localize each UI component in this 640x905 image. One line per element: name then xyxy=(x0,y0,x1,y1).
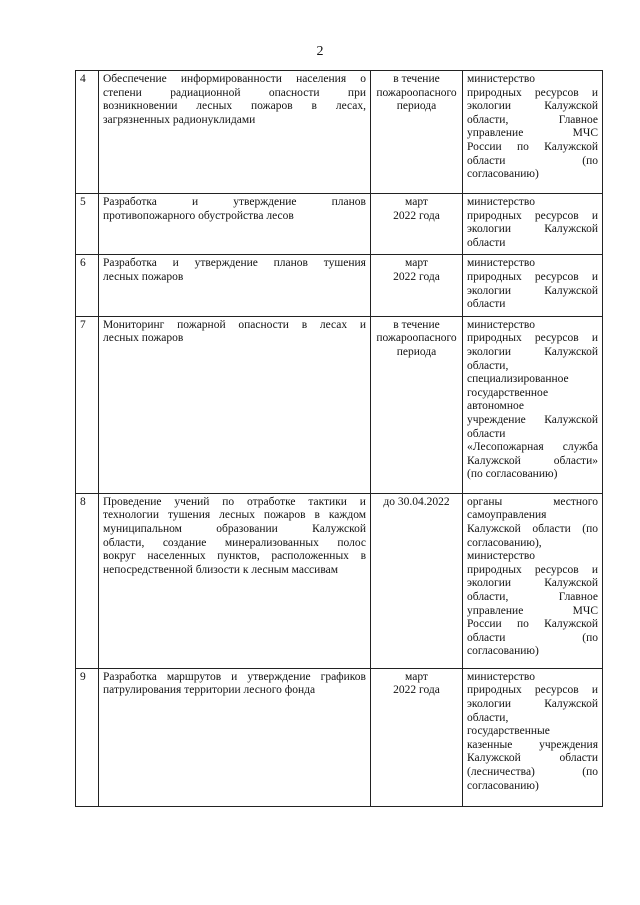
responsible-line: министерство xyxy=(467,670,535,683)
term-line: периода xyxy=(396,100,437,113)
page-number: 2 xyxy=(316,44,324,59)
responsible-line: экологии Калужской xyxy=(467,697,598,710)
action-line: степени радиационной опасности при xyxy=(103,86,366,99)
action-cell xyxy=(99,194,371,255)
responsible-line: «Лесопожарная служба xyxy=(467,441,598,454)
responsible-line: природных ресурсов и xyxy=(467,684,598,697)
responsible-cell xyxy=(463,316,603,493)
responsible-line: казенные учреждения xyxy=(467,738,598,751)
responsible-line: министерство xyxy=(467,550,535,563)
responsible-line: природных ресурсов и xyxy=(467,270,598,283)
responsible-cell xyxy=(463,71,603,194)
term-line: пожароопасного xyxy=(376,332,457,345)
term-line: март xyxy=(405,196,428,208)
action-line: муниципальном образовании Калужской xyxy=(103,522,366,535)
responsible-line: России по Калужской xyxy=(467,140,598,153)
term-line: в течение xyxy=(393,73,440,85)
action-line: противопожарного обустройства лесов xyxy=(103,209,294,222)
row-number: 9 xyxy=(76,668,99,806)
responsible-line: управление МЧС xyxy=(467,604,598,617)
term-line: март xyxy=(405,257,428,270)
action-line: лесных пожаров xyxy=(103,332,184,345)
responsible-line: области (по xyxy=(467,154,598,167)
responsible-line: экологии Калужской xyxy=(467,284,598,297)
responsible-line: Калужской области» xyxy=(467,454,598,467)
action-cell xyxy=(99,255,371,316)
term-line: 2022 года xyxy=(393,270,440,283)
responsible-line: согласованию) xyxy=(467,168,539,181)
responsible-cell xyxy=(463,493,603,668)
table-row xyxy=(76,668,603,806)
table-row xyxy=(76,255,603,316)
term-cell xyxy=(371,71,463,194)
measures-table xyxy=(75,70,603,807)
responsible-line: области, Главное xyxy=(467,590,598,603)
responsible-line: области xyxy=(467,298,506,311)
action-line: патрулирования территории лесного фонда xyxy=(103,684,316,697)
term-line: в течение xyxy=(393,318,440,331)
term-line: периода xyxy=(396,345,437,358)
action-line: технологии тушения лесных пожаров в каждом xyxy=(103,509,366,522)
responsible-line: согласованию), xyxy=(467,536,542,549)
responsible-line: природных ресурсов и xyxy=(467,563,598,576)
responsible-line: государственные xyxy=(467,725,550,738)
responsible-line: министерство xyxy=(467,257,535,270)
term-cell xyxy=(371,316,463,493)
table-row xyxy=(76,71,603,194)
action-cell xyxy=(99,668,371,806)
row-number: 8 xyxy=(76,493,99,668)
row-number: 5 xyxy=(76,194,99,255)
table-row xyxy=(76,316,603,493)
responsible-line: министерство xyxy=(467,196,535,208)
responsible-line: области xyxy=(467,427,506,440)
action-line: загрязненных радионуклидами xyxy=(103,113,256,126)
term-line: до 30.04.2022 xyxy=(383,495,450,508)
responsible-line: (по согласованию) xyxy=(467,468,558,481)
responsible-line: Калужской области (по xyxy=(467,522,598,535)
responsible-cell xyxy=(463,194,603,255)
responsible-line: самоуправления xyxy=(467,509,547,522)
term-line: 2022 года xyxy=(393,209,440,222)
term-cell xyxy=(371,668,463,806)
action-line: Мониторинг пожарной опасности в лесах и xyxy=(103,318,366,331)
responsible-line: экологии Калужской xyxy=(467,345,598,358)
action-line: непосредственной близости к лесным массивам xyxy=(103,563,338,576)
responsible-cell xyxy=(463,668,603,806)
responsible-line: России по Калужской xyxy=(467,618,598,631)
responsible-line: управление МЧС xyxy=(467,127,598,140)
action-cell xyxy=(99,71,371,194)
responsible-line: специализированное xyxy=(467,373,569,386)
action-line: Проведение учений по отработке тактики и xyxy=(103,495,366,508)
responsible-line: согласованию) xyxy=(467,779,539,792)
row-number: 7 xyxy=(76,316,99,493)
action-cell xyxy=(99,493,371,668)
row-number: 6 xyxy=(76,255,99,316)
responsible-line: экологии Калужской xyxy=(467,577,598,590)
action-line: области, создание минерализованных полос xyxy=(103,536,366,549)
action-line: Разработка и утверждение планов xyxy=(103,196,366,208)
term-cell xyxy=(371,194,463,255)
row-number: 4 xyxy=(76,71,99,194)
responsible-line: государственное xyxy=(467,386,549,399)
action-line: вокруг населенных пунктов, расположенных в xyxy=(103,550,366,563)
responsible-line: природных ресурсов и xyxy=(467,209,598,222)
action-line: Разработка и утверждение планов тушения xyxy=(103,257,366,270)
responsible-line: согласованию) xyxy=(467,645,539,658)
responsible-line: области, xyxy=(467,359,509,372)
term-cell xyxy=(371,255,463,316)
responsible-line: природных ресурсов и xyxy=(467,86,598,99)
responsible-line: министерство xyxy=(467,318,535,331)
responsible-line: Калужской области xyxy=(467,752,598,765)
action-line: лесных пожаров xyxy=(103,270,184,283)
responsible-line: области xyxy=(467,236,506,249)
responsible-line: экологии Калужской xyxy=(467,223,598,236)
term-line: 2022 года xyxy=(393,684,440,697)
responsible-line: автономное xyxy=(467,400,524,413)
table-row xyxy=(76,194,603,255)
responsible-line: области, Главное xyxy=(467,113,598,126)
responsible-line: министерство xyxy=(467,73,535,85)
responsible-line: области, xyxy=(467,711,509,724)
responsible-line: природных ресурсов и xyxy=(467,332,598,345)
action-line: Разработка маршрутов и утверждение графиков xyxy=(103,670,366,683)
responsible-line: учреждение Калужской xyxy=(467,413,598,426)
responsible-line: органы местного xyxy=(467,495,598,508)
action-cell xyxy=(99,316,371,493)
table-row xyxy=(76,493,603,668)
action-line: Обеспечение информированности населения о xyxy=(103,73,366,85)
responsible-line: экологии Калужской xyxy=(467,100,598,113)
responsible-cell xyxy=(463,255,603,316)
action-line: возникновении лесных пожаров в лесах, xyxy=(103,100,366,113)
responsible-line: (лесничества) (по xyxy=(467,765,598,778)
responsible-line: области (по xyxy=(467,631,598,644)
term-cell xyxy=(371,493,463,668)
term-line: пожароопасного xyxy=(376,86,457,99)
term-line: март xyxy=(405,670,428,683)
